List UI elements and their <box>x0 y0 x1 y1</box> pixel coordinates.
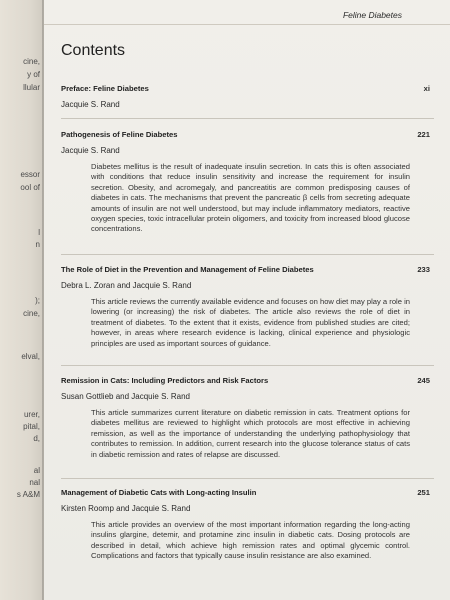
left-page-fragment: llular <box>23 83 40 92</box>
section-divider <box>61 365 434 366</box>
left-page-fragment: cine, <box>23 309 40 318</box>
section-divider <box>61 118 434 119</box>
entry-page-number: 251 <box>417 488 430 497</box>
entry-abstract: This article reviews the currently available evidence and focuses on how diet may play a role in lowering (or increasing) the risk of diabetes. The article also reviews the role of diet in treatment of diabetes. To the extent that it exists, evidence from published studies are cited; however, in areas where research evidence is lacking, clinical experience and physiologic principles are used as important sources of guidance. <box>91 297 410 348</box>
contents-entry <box>61 130 430 235</box>
left-page-fragment: y of <box>27 70 40 79</box>
entry-abstract: Diabetes mellitus is the result of inadequate insulin secretion. In cats this is often associated with conditions that reduce insulin sensitivity and increase the requirement for insulin secretion. Obesity, and acromegaly, and pancreatitis are common predisposing causes of diabetes in cats. The mechanisms that prevent the pancreatic β cells from secreting adequate amounts of insulin are not well understood, but may include inflammatory mediators, reactive oxygen species, toxic intracellular protein oligomers, and toxicity from increased blood glucose concentrations. <box>91 162 410 234</box>
left-page-fragment: ool of <box>20 183 40 192</box>
contents-entry <box>61 488 430 562</box>
entry-page-number: 233 <box>417 265 430 274</box>
section-divider <box>61 478 434 479</box>
left-page-fragment: elval, <box>21 352 40 361</box>
entry-title: Remission in Cats: Including Predictors and Risk Factors <box>61 376 269 385</box>
entry-authors: Jacquie S. Rand <box>61 146 120 155</box>
entry-title: The Role of Diet in the Prevention and Management of Feline Diabetes <box>61 265 314 274</box>
left-page-fragment: l <box>38 228 40 237</box>
contents-entry <box>61 84 430 109</box>
left-page-fragment: d, <box>33 434 40 443</box>
entry-title: Pathogenesis of Feline Diabetes <box>61 130 178 139</box>
left-page-fragment: essor <box>20 170 40 179</box>
entry-title: Management of Diabetic Cats with Long-acting Insulin <box>61 488 257 497</box>
contents-entry <box>61 265 430 349</box>
left-page-fragment: pital, <box>23 422 40 431</box>
entry-authors: Susan Gottlieb and Jacquie S. Rand <box>61 392 190 401</box>
left-facing-page <box>0 0 44 600</box>
contents-page <box>44 0 450 600</box>
page-title: Contents <box>61 42 126 59</box>
left-page-fragment: nal <box>29 478 40 487</box>
header-rule <box>44 24 450 25</box>
left-page-fragment: s A&M <box>16 490 40 499</box>
left-page-fragment: n <box>35 240 40 249</box>
left-page-fragment: cine, <box>23 57 40 66</box>
section-divider <box>61 254 434 255</box>
left-page-fragment: urer, <box>23 410 40 419</box>
entry-title: Preface: Feline Diabetes <box>61 84 149 93</box>
running-header: Feline Diabetes <box>342 10 402 20</box>
entry-page-number: 245 <box>417 376 430 385</box>
entry-authors: Kirsten Roomp and Jacquie S. Rand <box>61 504 191 513</box>
entry-page-number: 221 <box>417 130 430 139</box>
entry-authors: Debra L. Zoran and Jacquie S. Rand <box>61 281 192 290</box>
entry-abstract: This article summarizes current literature on diabetic remission in cats. Treatment options for diabetes mellitus are reviewed to highlight which protocols are most effective in achieving remission, as well as the importance of understanding the underlying pathophysiology that contributes to remission. In addition, current research into the glucose tolerance status of cats in diabetic remission and rates of relapse are discussed. <box>91 408 410 459</box>
entry-abstract: This article provides an overview of the most important information regarding the long-acting insulins glargine, detemir, and protamine zinc insulin in diabetic cats. Dosing protocols are described in detail, which achieve high remission rates and optimal glycemic control. Complications and factors that typically cause insulin resistance are also examined. <box>91 520 410 561</box>
left-page-fragment: al <box>33 466 40 475</box>
left-page-fragment: ); <box>35 296 40 305</box>
contents-entry <box>61 376 430 460</box>
entry-page-number: xi <box>423 84 430 93</box>
entry-authors: Jacquie S. Rand <box>61 100 120 109</box>
